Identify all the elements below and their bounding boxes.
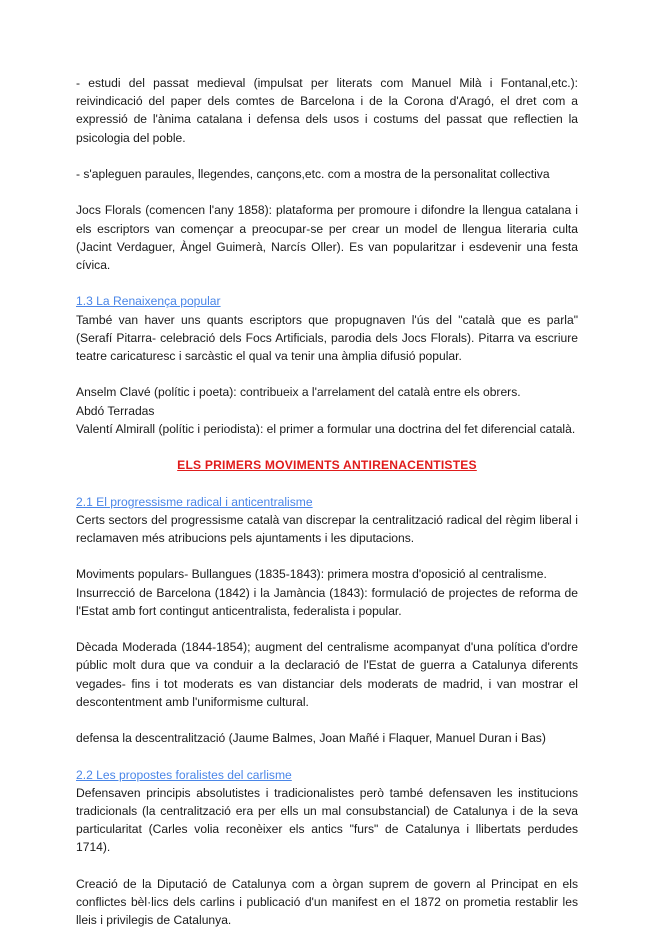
paragraph-medieval-study: - estudi del passat medieval (impulsat per literats com Manuel Milà i Fontanal,etc.): reivindicació del paper dels comtes de Barcelona i de la Corona d'Aragó, el dret com a expressió de l'ànima catalana i defensa dels usos i costums del passat que reflectien la psicologia del poble. — [76, 76, 578, 145]
paragraph-insurreccio: Insurrecció de Barcelona (1842) i la Jamància (1843): formulació de projectes de reforma de l'Estat amb fort contingut anticentralista, federalista i popular. — [76, 585, 578, 618]
document-page — [76, 74, 578, 929]
line-abdo-terradas: Abdó Terradas — [76, 403, 155, 418]
paragraph-progressisme: Certs sectors del progressisme català van discrepar la centralització radical del règim liberal i reclamaven més atribucions pels ajuntaments i les diputacions. — [76, 512, 578, 545]
paragraph-diputacio: Creació de la Diputació de Catalunya com a òrgan suprem de govern al Principat en els conflictes bèl·lics dels carlins i publicació d'un manifest en el 1872 on prometia restablir les lleis i privilegis de Catalunya. — [76, 876, 578, 928]
section-link-progressisme-radical[interactable]: 2.1 El progressisme radical i anticentralisme — [76, 494, 313, 509]
section-link-renaixenca-popular[interactable]: 1.3 La Renaixença popular — [76, 294, 221, 309]
paragraph-descentralitzacio: defensa la descentralització (Jaume Balmes, Joan Mañé i Flaquer, Manuel Duran i Bas) — [76, 731, 546, 746]
line-anselm-clave: Anselm Clavé (polític i poeta): contribueix a l'arrelament del català entre els obrers. — [76, 385, 521, 400]
paragraph-jocs-florals: Jocs Florals (comencen l'any 1858): plataforma per promoure i difondre la llengua catalana i els escriptors van començar a preocupar-se per crear un model de llengua literaria culta (Jacint Verdaguer, Àngel Guimerà, Narcís Oller). Es van popularitzar i esdevenir una festa cívica. — [76, 203, 578, 272]
paragraph-collect-words: - s'apleguen paraules, llegendes, cançons,etc. com a mostra de la personalitat collectiva — [76, 167, 550, 181]
line-bullangues: Moviments populars- Bullangues (1835-1843): primera mostra d'oposició al centralisme. — [76, 567, 547, 582]
paragraph-carlisme: Defensaven principis absolutistes i tradicionalistes però també defensaven les institucions tradicionals (la centralització era per ells un mal consubstancial) de Catalunya i de la seva particularitat (Carles volia reconèixer els antics "furs" de Catalunya i llibertats perdudes 1714). — [76, 785, 578, 855]
section-link-propostes-foralistes[interactable]: 2.2 Les propostes foralistes del carlisme — [76, 767, 292, 782]
heading-antirenacentistes: ELS PRIMERS MOVIMENTS ANTIRENACENTISTES — [177, 458, 477, 473]
paragraph-renaixenca-popular: També van haver uns quants escriptors que propugnaven l'ús del "català que es parla" (Serafí Pitarra- celebració dels Focs Artificials, parodia dels Jocs Florals). Pitarra va escriure teatre caricaturesc i sarcàstic el qual va tenir una àmplia difusió popular. — [76, 312, 578, 363]
paragraph-decada-moderada: Dècada Moderada (1844-1854); augment del centralisme acompanyat d'una política d'ordre públic molt dura que va conduir a la declaració de l'Estat de guerra a Catalunya diferents vegades- fins i tot moderats es van distanciar dels moderats de madrid, i van mostrar el descontentment amb l'uniformisme cultural. — [76, 640, 578, 709]
line-valenti-almirall: Valentí Almirall (polític i periodista): el primer a formular una doctrina del fet diferencial català. — [76, 421, 576, 436]
